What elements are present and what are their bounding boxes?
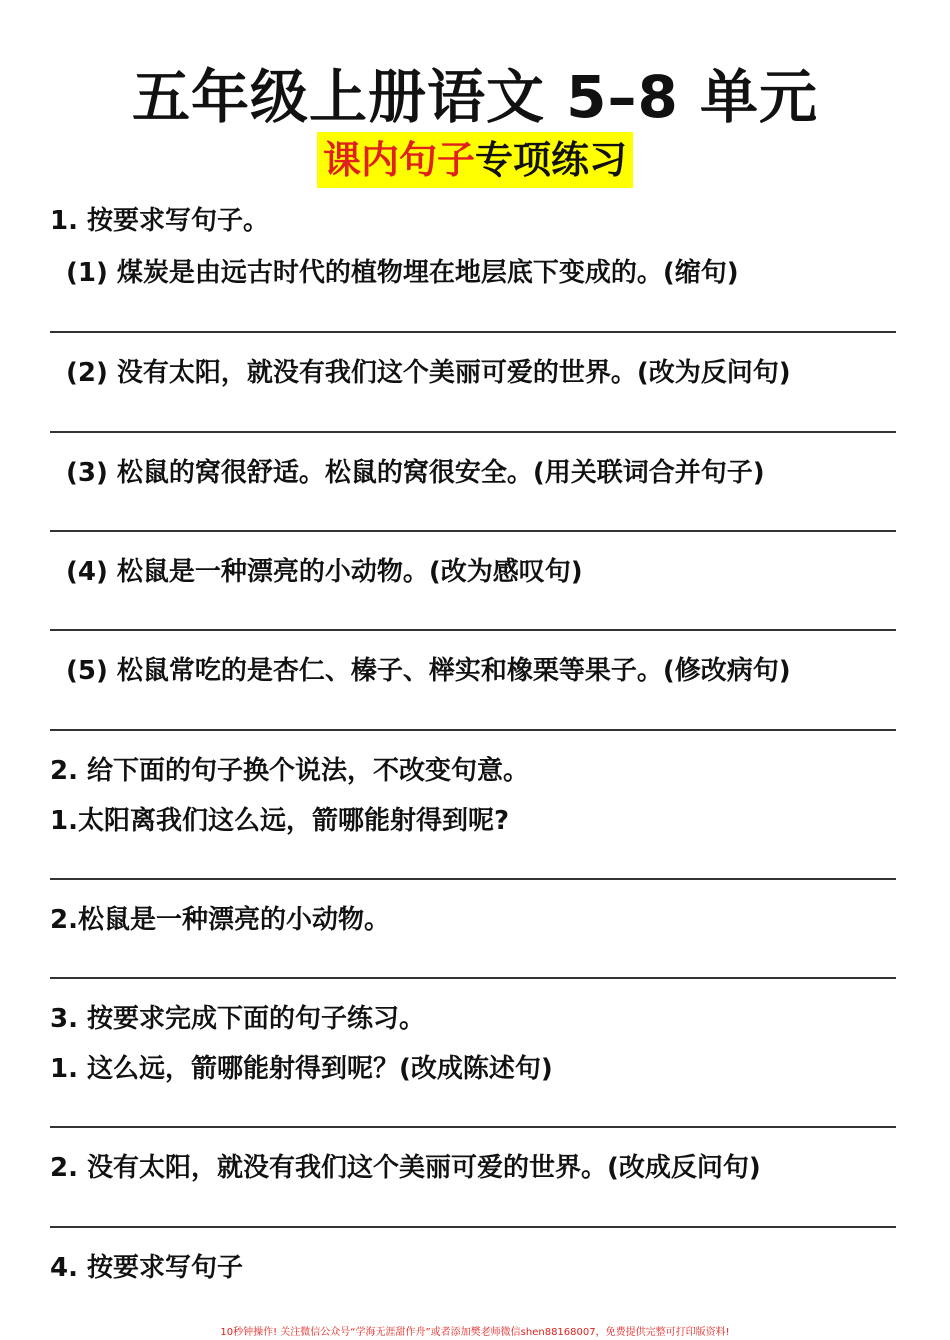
answer-line[interactable] [50, 530, 896, 532]
section-3-item-2: 2. 没有太阳，就没有我们这个美丽可爱的世界。(改成反问句) [50, 1153, 761, 1183]
section-1-item-2: (2) 没有太阳，就没有我们这个美丽可爱的世界。(改为反问句) [66, 358, 791, 388]
section-1-item-4: (4) 松鼠是一种漂亮的小动物。(改为感叹句) [66, 557, 583, 587]
section-3-heading: 3. 按要求完成下面的句子练习。 [50, 1004, 426, 1034]
section-3-item-1: 1. 这么远，箭哪能射得到呢？(改成陈述句) [50, 1054, 553, 1084]
subtitle-dark-part: 专项练习 [475, 138, 628, 182]
answer-line[interactable] [50, 729, 896, 731]
answer-line[interactable] [50, 431, 896, 433]
section-2-item-1: 1.太阳离我们这么远，箭哪能射得到呢? [50, 806, 510, 836]
section-2-item-2: 2.松鼠是一种漂亮的小动物。 [50, 905, 390, 935]
answer-line[interactable] [50, 629, 896, 631]
subtitle-red-part: 课内句子 [322, 138, 475, 182]
answer-line[interactable] [50, 1126, 896, 1128]
answer-line[interactable] [50, 331, 896, 333]
section-1-item-5: (5) 松鼠常吃的是杏仁、榛子、榉实和橡栗等果子。(修改病句) [66, 656, 791, 686]
footer-note: 10秒钟操作! 关注微信公众号“学海无涯甜作舟”或者添加樊老师微信shen88168007，免费提供完整可打印版资料! [220, 1327, 730, 1338]
section-1-heading: 1. 按要求写句子。 [50, 206, 270, 236]
page-title: 五年级上册语文 5–8 单元 [131, 63, 819, 131]
answer-line[interactable] [50, 878, 896, 880]
section-1-item-1: (1) 煤炭是由远古时代的植物埋在地层底下变成的。(缩句) [66, 258, 739, 288]
section-1-item-3: (3) 松鼠的窝很舒适。松鼠的窝很安全。(用关联词合并句子) [66, 458, 765, 488]
section-2-heading: 2. 给下面的句子换个说法，不改变句意。 [50, 756, 530, 786]
section-4-heading: 4. 按要求写句子 [50, 1253, 244, 1283]
answer-line[interactable] [50, 1226, 896, 1228]
answer-line[interactable] [50, 977, 896, 979]
subtitle-banner [0, 132, 950, 188]
subtitle [317, 132, 633, 188]
